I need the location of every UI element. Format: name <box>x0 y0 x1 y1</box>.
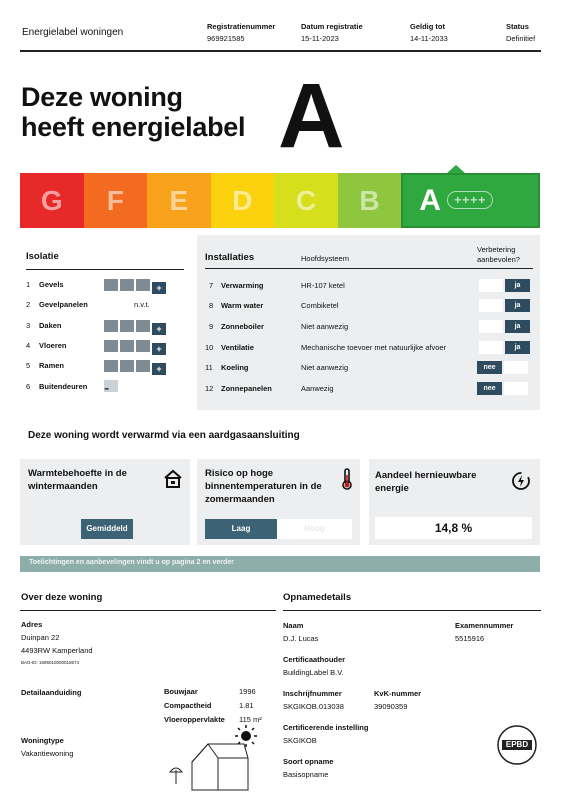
bag-id: BAG-ID: 1695010000015674 <box>21 660 80 665</box>
row-num: 9 <box>209 322 214 331</box>
isolatie-row <box>26 380 186 397</box>
row-system: Combiketel <box>301 301 339 310</box>
advice-blank <box>504 361 528 374</box>
cert-value: BuildingLabel B.V. <box>283 668 344 677</box>
over-divider <box>20 610 276 611</box>
scale-letter: D <box>232 184 253 216</box>
scale-pluses: ++++ <box>447 191 493 209</box>
risico-value: Laag <box>205 519 277 539</box>
installaties-panel <box>197 235 540 410</box>
renewable-energy-icon <box>510 470 532 492</box>
adres-label: Adres <box>21 620 43 629</box>
scale-letter: B <box>359 184 380 216</box>
adres-line-2: 4493RW Kamperland <box>21 646 93 655</box>
row-name: Zonneboiler <box>221 322 264 331</box>
rating-squares: + <box>104 359 168 377</box>
toelichting-text: Toelichtingen en aanbevelingen vindt u op pagina 2 en verder <box>29 559 234 566</box>
epbd-logo-text: EPBD <box>505 740 529 749</box>
spec-label: Bouwjaar <box>164 687 198 696</box>
scale-segment-d <box>211 173 275 228</box>
installatie-row <box>205 320 535 334</box>
energy-label-scale <box>20 173 540 228</box>
scale-active-notch <box>447 165 465 173</box>
row-name: Zonnepanelen <box>221 384 272 393</box>
scale-segment-g <box>20 173 84 228</box>
col-verbetering: Verbetering aanbevolen? <box>477 245 520 264</box>
examen-label: Examennummer <box>455 621 514 630</box>
header-col-registratie <box>207 22 275 43</box>
card-title: Warmtebehoefte in de wintermaanden <box>28 468 127 492</box>
header-value: Definitief <box>506 34 536 43</box>
advice-pill: ja <box>505 299 530 312</box>
header-value: 14-11-2033 <box>410 34 448 43</box>
installaties-divider <box>205 268 533 269</box>
verwarmd-text: Deze woning wordt verwarmd via een aardgasaansluiting <box>28 430 300 441</box>
scale-segment-c <box>274 173 338 228</box>
examen-value: 5515916 <box>455 634 485 643</box>
row-num: 2 <box>26 300 31 309</box>
row-name: Ventilatie <box>221 343 254 352</box>
isolatie-row <box>26 339 186 353</box>
isolatie-row <box>26 319 186 333</box>
installatie-row <box>205 382 535 396</box>
row-value: n.v.t. <box>134 300 150 309</box>
kvk-label: KvK-nummer <box>374 689 422 698</box>
installatie-row <box>205 341 535 355</box>
row-system: Mechanische toevoer met natuurlijke afvoer <box>301 343 447 352</box>
thermometer-icon <box>339 467 355 491</box>
scale-letter: G <box>40 184 63 216</box>
instelling-value: SKGIKOB <box>283 736 317 745</box>
hero-line-2: heeft energielabel <box>21 112 246 142</box>
row-name: Verwarming <box>221 281 264 290</box>
scale-segment-a <box>401 173 540 228</box>
scale-segment-f <box>84 173 148 228</box>
warmte-value: Gemiddeld <box>81 519 133 539</box>
row-num: 4 <box>26 341 31 350</box>
detail-label: Detailaanduiding <box>21 688 82 697</box>
row-name: Warm water <box>221 301 264 310</box>
row-name: Buitendeuren <box>39 382 88 391</box>
row-name: Gevelpanelen <box>39 300 88 309</box>
row-num: 10 <box>205 343 214 352</box>
installatie-row <box>205 361 535 375</box>
isolatie-divider <box>26 269 184 270</box>
isolatie-row <box>26 359 186 373</box>
col-hoofdsysteem: Hoofdsysteem <box>301 254 349 263</box>
advice-blank <box>479 341 503 354</box>
soort-value: Basisopname <box>283 770 329 779</box>
aandeel-card <box>369 459 540 545</box>
advice-pill: nee <box>477 382 502 395</box>
spec-label: Compactheid <box>164 701 212 710</box>
naam-label: Naam <box>283 621 304 630</box>
risico-card <box>197 459 360 545</box>
header-label: Datum registratie <box>301 22 363 31</box>
rating-squares: - <box>104 380 120 398</box>
woningtype-value: Vakantiewoning <box>21 749 74 758</box>
adres-line-1: Duinpan 22 <box>21 633 60 642</box>
over-title: Over deze woning <box>21 592 103 603</box>
header-label: Geldig tot <box>410 22 445 31</box>
spec-value: 1996 <box>239 687 256 696</box>
naam-value: D.J. Lucas <box>283 634 319 643</box>
row-num: 7 <box>209 281 214 290</box>
row-system: Aanwezig <box>301 384 334 393</box>
row-num: 12 <box>205 384 214 393</box>
scale-segment-b <box>338 173 402 228</box>
soort-label: Soort opname <box>283 757 334 766</box>
installatie-row <box>205 299 535 313</box>
row-num: 11 <box>205 363 213 372</box>
house-outline-illustration <box>162 738 254 792</box>
isolatie-title: Isolatie <box>26 251 59 262</box>
isolatie-row <box>26 298 186 312</box>
instelling-label: Certificerende instelling <box>283 723 369 732</box>
opname-divider <box>283 610 541 611</box>
inschr-label: Inschrijfnummer <box>283 689 342 698</box>
toelichting-bar <box>20 556 540 572</box>
card-title: Aandeel hernieuwbare energie <box>375 470 477 494</box>
scale-letter: C <box>295 184 317 216</box>
spec-label: Vloeroppervlakte <box>164 715 225 724</box>
header <box>20 20 541 52</box>
epbd-logo <box>496 724 538 766</box>
row-name: Gevels <box>39 280 64 289</box>
rating-squares: + <box>104 278 168 296</box>
inschr-value: SKGIKOB.013038 <box>283 702 344 711</box>
hero-label-letter: A <box>278 65 345 167</box>
row-system: Niet aanwezig <box>301 322 349 331</box>
scale-letter: E <box>169 184 189 216</box>
header-value: 969921585 <box>207 34 245 43</box>
advice-blank <box>479 320 503 333</box>
row-num: 1 <box>26 280 31 289</box>
house-icon <box>163 469 183 489</box>
row-num: 3 <box>26 321 31 330</box>
header-divider <box>20 50 541 52</box>
rating-squares: + <box>104 339 168 357</box>
header-label: Registratienummer <box>207 22 276 31</box>
row-num: 5 <box>26 361 31 370</box>
warmtebehoefte-card <box>20 459 190 545</box>
row-name: Ramen <box>39 361 65 370</box>
advice-blank <box>479 299 503 312</box>
header-col-status <box>506 22 535 43</box>
row-num: 6 <box>26 382 31 391</box>
installaties-title: Installaties <box>205 252 255 263</box>
row-system: HR-107 ketel <box>301 281 345 290</box>
woningtype-label: Woningtype <box>21 736 64 745</box>
isolatie-panel <box>20 240 188 410</box>
advice-blank <box>504 382 528 395</box>
rating-squares: + <box>104 319 168 337</box>
scale-segment-e <box>147 173 211 228</box>
installatie-row <box>205 279 535 293</box>
kvk-value: 39090359 <box>374 702 408 711</box>
spec-value: 1.81 <box>239 701 254 710</box>
row-name: Koeling <box>221 363 249 372</box>
advice-blank <box>479 279 503 292</box>
hero-line-1: Deze woning <box>21 82 183 112</box>
row-system: Niet aanwezig <box>301 363 349 372</box>
header-value: 15-11-2023 <box>301 34 339 43</box>
aandeel-value: 14,8 % <box>375 517 532 539</box>
advice-pill: nee <box>477 361 502 374</box>
row-num: 8 <box>209 301 214 310</box>
spec-value: 115 m² <box>239 715 262 724</box>
advice-pill: ja <box>505 320 530 333</box>
scale-letter-active: A <box>419 183 441 217</box>
row-name: Vloeren <box>39 341 67 350</box>
header-col-geldig <box>410 22 448 43</box>
risico-alt-value: Hoog <box>277 519 352 539</box>
header-col-datum <box>301 22 363 43</box>
opname-title: Opnamedetails <box>283 592 352 603</box>
isolatie-row <box>26 278 186 292</box>
row-name: Daken <box>39 321 62 330</box>
card-title: Risico op hoge binnentemperaturen in de zomermaanden <box>205 468 322 505</box>
advice-pill: ja <box>505 341 530 354</box>
advice-pill: ja <box>505 279 530 292</box>
cert-label: Certificaathouder <box>283 655 346 664</box>
scale-letter: F <box>106 184 124 216</box>
doc-title: Energielabel woningen <box>22 27 124 38</box>
header-label: Status <box>506 22 529 31</box>
